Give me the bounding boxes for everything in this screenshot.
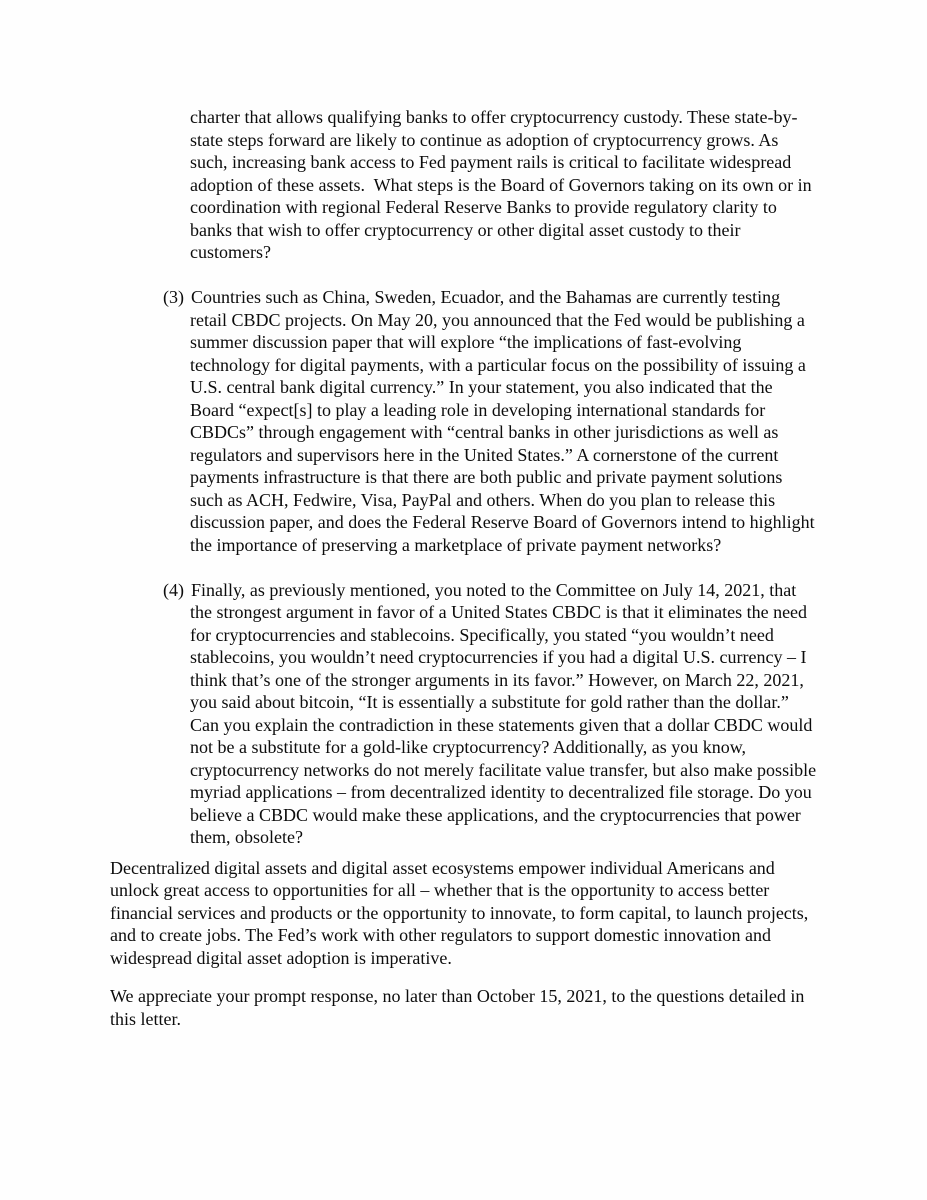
question-number: (3) — [163, 287, 184, 307]
question-item-3 — [163, 286, 820, 556]
question-text: Finally, as previously mentioned, you noted to the Committee on July 14, 2021, that the strongest argument in favor of a United States CBDC is that it eliminates the need for cryptocurrencies and stablecoins. Specifically, you stated “you wouldn’t need stablecoins, you wouldn’t need cryptocurrencies if you had a digital U.S. currency – I think that’s one of the stronger arguments in its favor.” However, on March 22, 2021, you said about bitcoin, “It is essentially a substitute for gold rather than the dollar.” Can you explain the contradiction in these statements given that a dollar CBDC would not be a substitute for a gold-like cryptocurrency? Additionally, as you know, cryptocurrency networks do not merely facilitate value transfer, but also make possible myriad applications – from decentralized identity to decentralized file storage. Do you believe a CBDC would make these applications, and the cryptocurrencies that power them, obsolete? — [190, 579, 821, 847]
closing-paragraph-1: Decentralized digital assets and digital asset ecosystems empower individual Americans and unlock great access to opportunities for all – whether that is the opportunity to access better financial services and products or the opportunity to innovate, to form capital, to launch projects, and to create jobs. The Fed’s work with other regulators to support domestic innovation and widespread digital asset adoption is imperative. — [110, 857, 813, 968]
question-text: Countries such as China, Sweden, Ecuador, and the Bahamas are currently testing retail CBDC projects. On May 20, you announced that the Fed would be publishing a summer discussion paper that will explore “the implications of fast-evolving technology for digital payments, with a particular focus on the possibility of issuing a U.S. central bank digital currency.” In your statement, you also indicated that the Board “expect[s] to play a leading role in developing international standards for CBDCs” through engagement with “central banks in other jurisdictions as well as regulators and supervisors here in the United States.” A cornerstone of the current payments infrastructure is that there are both public and private payment solutions such as ACH, Fedwire, Visa, PayPal and others. When do you plan to release this discussion paper, and does the Federal Reserve Board of Governors intend to highlight the importance of preserving a marketplace of private payment networks? — [190, 287, 820, 555]
closing-paragraph-2: We appreciate your prompt response, no later than October 15, 2021, to the questions detailed in this letter. — [110, 986, 809, 1029]
question-number: (4) — [163, 579, 184, 600]
continuation-paragraph: charter that allows qualifying banks to offer cryptocurrency custody. These state-by-state steps forward are likely to continue as adoption of cryptocurrency grows. As such, increasing bank access to Fed payment rails is critical to facilitate widespread adoption of these assets. What steps is the Board of Governors taking on its own or in coordination with regional Federal Reserve Banks to provide regulatory clarity to banks that wish to offer cryptocurrency or other digital asset custody to their customers? — [190, 107, 817, 262]
question-item-4 — [163, 579, 821, 849]
